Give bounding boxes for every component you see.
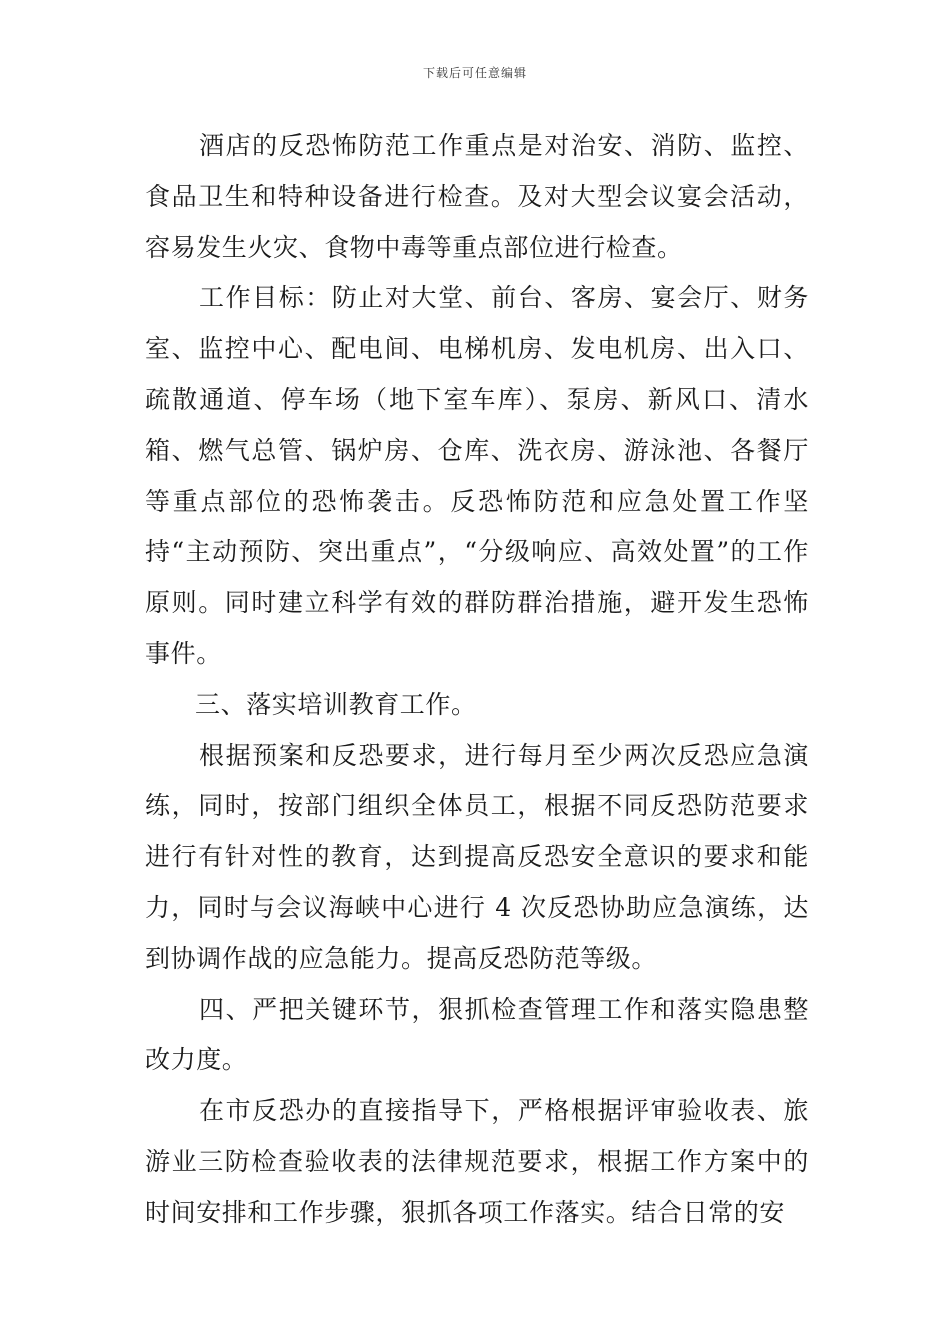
paragraph-training-drills: 根据预案和反恐要求，进行每月至少两次反恐应急演练，同时，按部门组织全体员工，根据不同反恐防范要求进行有针对性的教育，达到提高反恐安全意识的要求和能力，同时与会议海峡中心进行 4 次反恐协助应急演练，达到协调作战的应急能力。提高反恐防范等级。 xyxy=(145,740,809,973)
section-heading-training: 三、落实培训教育工作。 xyxy=(195,689,477,719)
paragraph-focus-areas: 酒店的反恐怖防范工作重点是对治安、消防、监控、食品卫生和特种设备进行检查。及对大型会议宴会活动，容易发生火灾、食物中毒等重点部位进行检查。 xyxy=(145,131,809,262)
page-header-note: 下载后可任意编辑 xyxy=(422,66,527,80)
paragraph-inspection-guidance: 在市反恐办的直接指导下，严格根据评审验收表、旅游业三防检查验收表的法律规范要求，根据工作方案中的时间安排和工作步骤，狠抓各项工作落实。结合日常的安 xyxy=(145,1096,809,1227)
paragraph-work-objectives: 工作目标：防止对大堂、前台、客房、宴会厅、财务室、监控中心、配电间、电梯机房、发电机房、出入口、疏散通道、停车场（地下室车库）、泵房、新风口、清水箱、燃气总管、锅炉房、仓库、洗衣房、游泳池、各餐厅等重点部位的恐怖袭击。反恐怖防范和应急处置工作坚持“主动预防、突出重点”，“分级响应、高效处置”的工作原则。同时建立科学有效的群防群治措施，避开发生恐怖事件。 xyxy=(145,283,809,668)
section-heading-inspection: 四、严把关键环节，狠抓检查管理工作和落实隐患整改力度。 xyxy=(145,994,809,1075)
document-body xyxy=(145,121,809,1239)
